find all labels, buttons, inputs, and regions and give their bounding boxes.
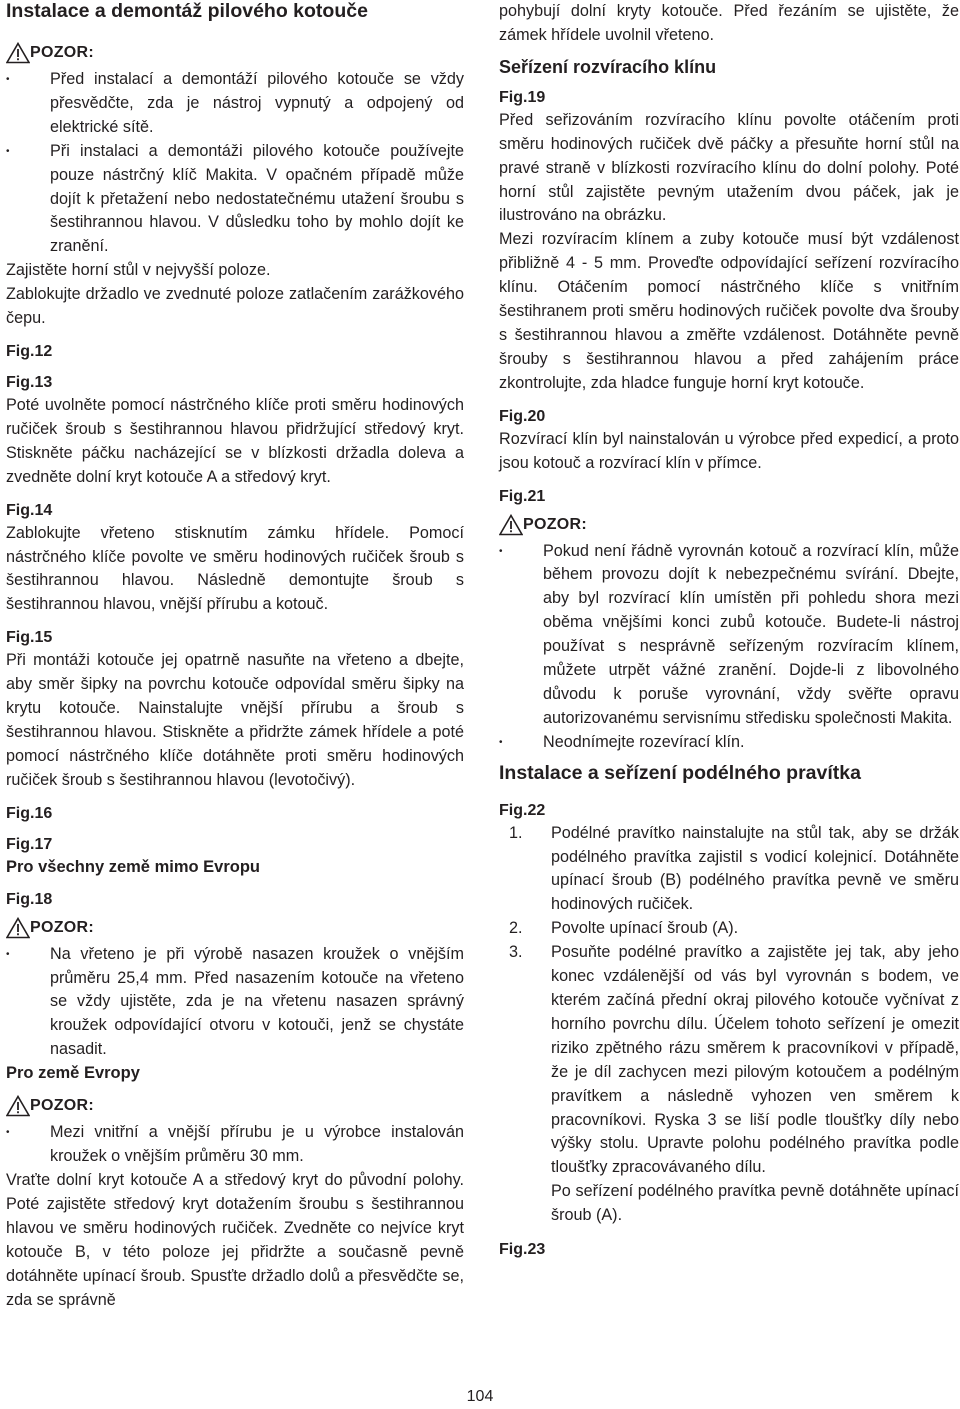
paragraph: Při montáži kotouče jej opatrně nasuňte na vřeteno a dbejte, aby směr šipky na povrchu kotouče odpovídal směru šipky na krytu kotouče. Nainstalujte vnější přírubu a šroub s šestihrannou hlavou. Stiskněte a přidržte zámek hřídele a poté pomocí nástrčného klíče dotáhněte proti směru hodinových ručiček šroub s šestihrannou hlavou (levotočivý). [6, 651, 464, 789]
paragraph: Mezi rozvíracím klínem a zuby kotouče musí být vzdálenost přibližně 4 - 5 mm. Proveďte odpovídající seřízení rozvíracího klínu. Otáčením pomocí nástrčného klíče s vnitřním šestihranem proti směru hodinových ručiček povolte dva šrouby s šestihrannou hlavou a změřte vzdálenost. Dotáhněte pevně šrouby s šestihrannou hlavou a před zahájením práce zkontrolujte, zda hladce funguje horní kryt kotouče. [499, 230, 959, 392]
warning-list [499, 540, 959, 755]
paragraph: Poté uvolněte pomocí nástrčného klíče proti směru hodinových ručiček šroub s šestihrannou hlavou přidržující středový kryt. Stiskněte páčku nacházející se v blízkosti držadla doleva a zvedněte dolní kryt kotouče A a středový kryt. [6, 395, 464, 486]
fig-label: Fig.23 [499, 1241, 546, 1259]
warning-triangle-icon [499, 514, 523, 536]
fig-label: Fig.19 [499, 88, 546, 106]
paragraph: Zablokujte držadlo ve zvednuté poloze zatlačením zarážkového čepu. [6, 285, 464, 328]
fig-label: Fig.15 [6, 629, 53, 647]
warning-item: • Neodnímejte rozevírací klín. [499, 731, 959, 755]
warning-list [6, 1121, 464, 1169]
warning-list [6, 943, 464, 1063]
warning-item: • Na vřeteno je při výrobě nasazen kroužek o vnějším průměru 25,4 mm. Před nasazením kotouče na vřeteno se vždy ujistěte, zda je na vřetenu nasazen správný kroužek odpovídající otvoru v kotouči, jenž se chystáte nasadit. [6, 943, 464, 1063]
warning-label: POZOR: [499, 514, 959, 536]
paragraph: Před seřizováním rozvíracího klínu povolte otáčením proti směru hodinových ručiček dvě páčky a přesuňte horní stůl na pravé straně v blízkosti rozvíracího klínu do dolní polohy. Poté horní stůl zajistěte pevným utažením dvou páček, jak je ilustrováno na obrázku. [499, 110, 959, 225]
fig-label: Fig.17 [6, 835, 53, 853]
section-title-riving-knife: Seřízení rozvíracího klínu [499, 56, 717, 77]
warning-item: • Při instalaci a demontáži pilového kotouče používejte pouze nástrčný klíč Makita. V opačném případě může dojít k přetažení nebo nedostatečnému utažení šroubu s šestihrannou hlavou. V důsledku toho by mohlo dojít ke zranění. [6, 140, 464, 260]
warning-label: POZOR: [6, 917, 464, 939]
warning-list [6, 68, 464, 259]
warning-item: • Pokud není řádně vyrovnán kotouč a rozvírací klín, může během provozu dojít k nebezpečnému svírání. Dbejte, aby byl rozvírací klín umístěn při pohledu shora mezi oběma vnějšími konci zubů kotouče. Budete-li nástroj používat s nesprávně seřízeným rozvíracím klínem, můžete utrpět vážné zranění. Dojde-li z libovolného důvodu k poruše vyrovnání, vždy svěřte opravu autorizovanému servisnímu středisku společnosti Makita. [499, 540, 959, 731]
step-item: 2. Povolte upínací šroub (A). [509, 919, 739, 938]
fig-label: Fig.18 [6, 890, 53, 908]
fig-label: Fig.12 [6, 342, 53, 360]
warning-triangle-icon [6, 917, 30, 939]
section-title-installation: Instalace a demontáž pilového kotouče [6, 0, 368, 22]
warning-triangle-icon [6, 1095, 30, 1117]
warning-label: POZOR: [6, 1095, 464, 1117]
section-title-rip-fence: Instalace a seřízení podélného pravítka [499, 761, 861, 784]
steps-list [499, 822, 959, 1181]
subheading-non-europe: Pro všechny země mimo Evropu [6, 857, 261, 876]
warning-item: • Mezi vnitřní a vnější přírubu je u výrobce instalován kroužek o vnějším průměru 30 mm. [6, 1121, 464, 1169]
right-column [499, 0, 959, 1261]
paragraph: Po seřízení podélného pravítka pevně dotáhněte upínací šroub (A). [551, 1182, 959, 1225]
subheading-europe: Pro země Evropy [6, 1064, 140, 1083]
step-item: 1. Podélné pravítko nainstalujte na stůl tak, aby se držák podélného pravítka zajistil s vodicí kolejnicí. Dotáhněte upínací šroub (B) podélného pravítka pevně ve směru hodinových ručiček. [509, 823, 959, 914]
page-number: 104 [466, 1388, 494, 1405]
paragraph: Zablokujte vřeteno stisknutím zámku hřídele. Pomocí nástrčného klíče povolte ve směru hodinových ručiček šroub s šestihrannou hlavou. Následně demontujte šroub s šestihrannou hlavou, vnější přírubu a kotouč. [6, 523, 464, 614]
paragraph: Vraťte dolní kryt kotouče A a středový kryt do původní polohy. Poté zajistěte středový kryt dotažením šroubu s šestihrannou hlavou ve směru hodinových ručiček. Zvedněte co nejvíce kryt kotouče B, v této poloze jej přidržte a současně pevně dotáhněte upínací šroub. Spusťte držadlo dolů a přesvědčte se, zda se správně [6, 1171, 464, 1309]
left-column [6, 0, 464, 1312]
fig-label: Fig.21 [499, 487, 546, 505]
paragraph: Zajistěte horní stůl v nejvyšší poloze. [6, 261, 271, 280]
paragraph: Rozvírací klín byl nainstalován u výrobce před expedicí, a proto jsou kotouč a rozvírací klín v přímce. [499, 429, 959, 472]
fig-label: Fig.22 [499, 801, 546, 819]
warning-item: • Před instalací a demontáží pilového kotouče se vždy přesvědčte, zda je nástroj vypnutý a odpojený od elektrické sítě. [6, 68, 464, 140]
fig-label: Fig.14 [6, 501, 53, 519]
warning-label: POZOR: [6, 42, 464, 64]
paragraph: pohybují dolní kryty kotouče. Před řezáním se ujistěte, že zámek hřídele uvolnil vřeteno. [499, 2, 959, 44]
fig-label: Fig.16 [6, 804, 53, 822]
warning-triangle-icon [6, 42, 30, 64]
fig-label: Fig.13 [6, 373, 53, 391]
step-item: 3. Posuňte podélné pravítko a zajistěte jej tak, aby jeho konec vzdálenější od vás byl vyrovnán s bodem, ve kterém začíná přední okraj pilového kotouče vyčnívat z horního povrchu dílu. Účelem tohoto seřízení je omezit riziko zpětného rázu směrem k pracovníkovi v případě, že je díl zachycen mezi pilovým kotoučem a podélným pravítkem a následně vyhozen ven směrem k pracovníkovi. Ryska 3 se liší podle tloušťky díly nebo výšky stolu. Upravte polohu podélného pravítka podle tloušťky zpracovávaného dílu. [509, 943, 959, 1177]
fig-label: Fig.20 [499, 407, 546, 425]
